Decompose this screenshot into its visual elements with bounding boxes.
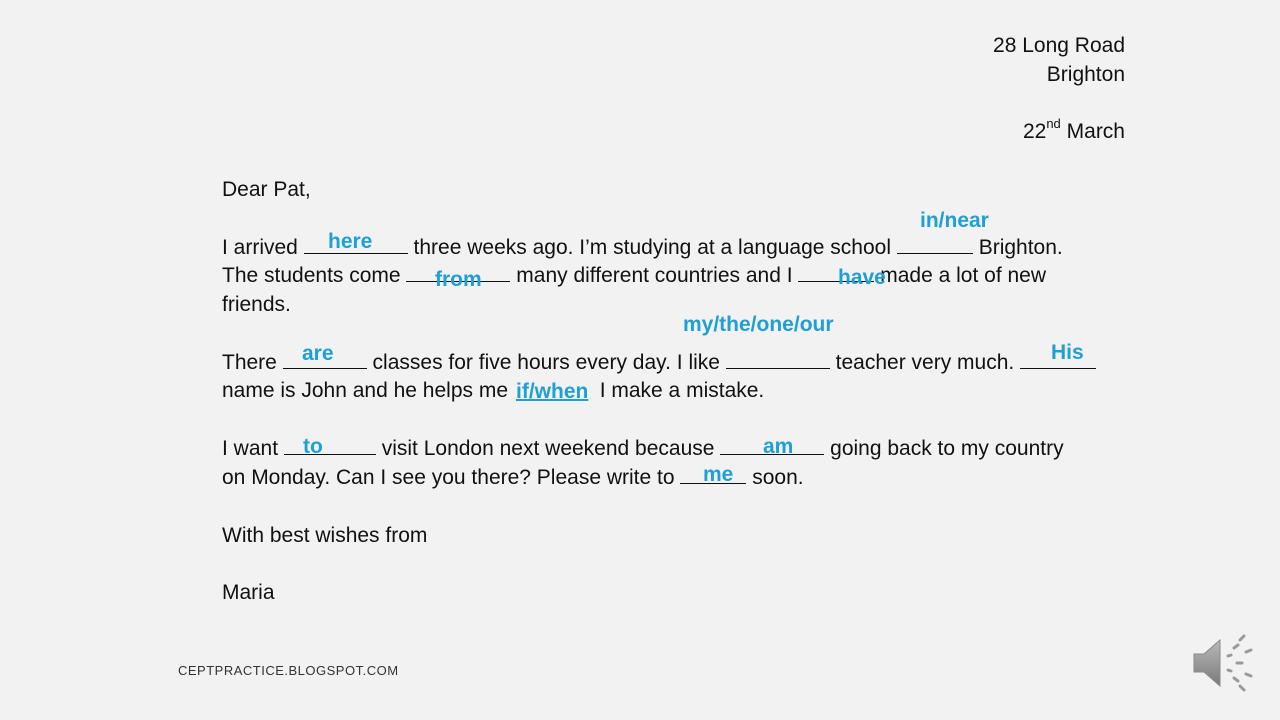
address-line-2: Brighton <box>1046 63 1125 86</box>
answer-to: to <box>303 435 323 458</box>
text-segment: on Monday. Can I see you there? Please write to <box>222 466 675 489</box>
closing: With best wishes from <box>222 524 428 547</box>
paragraph-3-line-1 <box>222 435 1064 463</box>
date-day: 22 <box>1022 120 1047 143</box>
greeting: Dear Pat, <box>222 178 311 201</box>
answer-here: here <box>328 230 373 253</box>
answer-if-when: if/when <box>516 380 589 403</box>
text-segment: I make a mistake. <box>599 379 765 402</box>
paragraph-2-line-2 <box>222 377 764 405</box>
text-segment: made a lot of new <box>880 264 1047 287</box>
speaker-icon[interactable] <box>1190 632 1256 694</box>
text-segment: going back to my country <box>830 437 1064 460</box>
address-line-1: 28 Long Road <box>993 34 1125 57</box>
text-segment: three weeks ago. I’m studying at a language school <box>413 236 892 259</box>
answer-in-near: in/near <box>920 209 989 232</box>
text-segment: The students come <box>222 264 401 287</box>
text-segment: There <box>222 351 277 374</box>
paragraph-1-line-2 <box>222 262 1046 290</box>
date-month: March <box>1066 120 1125 143</box>
answer-his: His <box>1051 341 1084 364</box>
answer-my-the-one-our: my/the/one/our <box>683 313 834 336</box>
date-suffix: nd <box>1046 116 1061 131</box>
text-segment: I arrived <box>222 236 298 259</box>
text-segment: Brighton. <box>978 236 1063 259</box>
paragraph-1-line-3: friends. <box>222 293 291 316</box>
text-segment: teacher very much. <box>835 351 1015 374</box>
paragraph-2-line-1 <box>222 349 1096 377</box>
answer-am: am <box>763 435 794 458</box>
answer-blank <box>726 349 830 369</box>
text-segment: soon. <box>752 466 804 489</box>
letter-date <box>1023 118 1125 146</box>
answer-have: have <box>838 266 886 289</box>
answer-me: me <box>703 463 734 486</box>
text-segment: many different countries and I <box>516 264 793 287</box>
footer-source: CEPTPRACTICE.BLOGSPOT.COM <box>178 663 399 678</box>
text-segment: visit London next weekend because <box>381 437 715 460</box>
answer-from: from <box>435 268 482 291</box>
answer-blank <box>284 435 376 455</box>
signature: Maria <box>222 581 275 604</box>
text-segment: I want <box>222 437 279 460</box>
answer-blank <box>897 234 973 254</box>
text-segment: classes for five hours every day. I like <box>372 351 720 374</box>
answer-are: are <box>302 342 334 365</box>
text-segment: name is John and he helps me <box>222 379 509 402</box>
